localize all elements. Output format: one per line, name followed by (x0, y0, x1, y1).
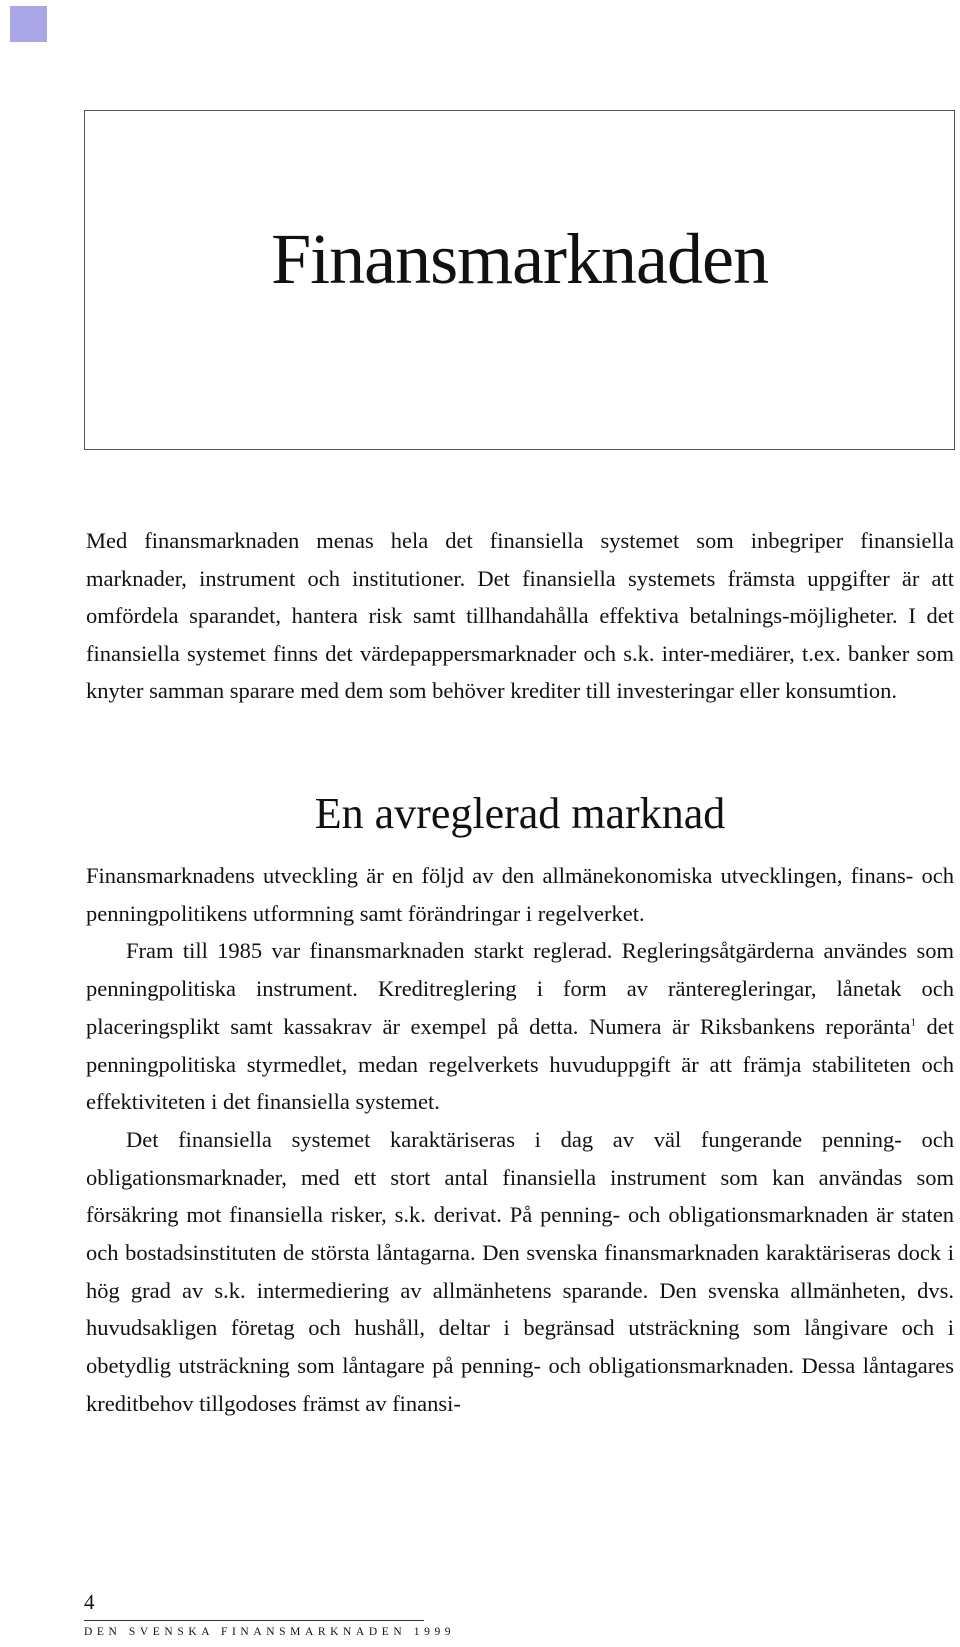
body-paragraph-3: Det finansiella systemet karaktäriseras i dag av väl fungerande penning- och obligationsmarknader, med ett stort antal finansiella instrument som kan användas som försäkring mot finansiella risker, s.k. derivat. På penning- och obligationsmarknaden är staten och bostadsinstituten de största låntagarna. Den svenska finansmarknaden karaktäriseras dock i hög grad av s.k. intermediering av allmänhetens sparande. Den svenska allmänheten, dvs. huvudsakligen företag och hushåll, deltar i begränsad utsträckning som långivare och i obetydlig utsträckning som låntagare på penning- och obligationsmarknaden. Dessa låntagares kreditbehov tillgodoses främst av finansi- (86, 1126, 954, 1416)
body-paragraph-2-text: Fram till 1985 var finansmarknaden starkt reglerad. Regleringsåtgärderna användes som penningpolitiska instrument. Kreditreglering i form av ränteregleringar, lånetak och placeringsplikt samt kassakrav är exempel på detta. Numera är Riksbankens reporänta (86, 938, 954, 1039)
title-box (84, 110, 955, 450)
section-body (86, 857, 954, 1423)
corner-color-marker (10, 6, 47, 42)
page-title: Finansmarknaden (271, 219, 768, 299)
footer-divider (84, 1620, 424, 1621)
footnote-reference[interactable]: 1 (910, 1016, 916, 1029)
body-paragraph-2 (86, 932, 954, 1121)
intro-paragraph: Med finansmarknaden menas hela det finansiella systemet som inbegriper finansiella marknader, instrument och institutioner. Det finansiella systemets främsta uppgifter är att omfördela sparandet, hantera risk samt tillhandahålla effektiva betalnings-möjligheter. I det finansiella systemet finns det värdepappersmarknader och s.k. inter-mediärer, t.ex. banker som knyter samman sparare med dem som behöver krediter till investeringar eller konsumtion. (86, 528, 954, 703)
running-footer-title: DEN SVENSKA FINANSMARKNADEN 1999 (84, 1626, 456, 1638)
body-paragraph-1: Finansmarknadens utveckling är en följd av den allmänekonomiska utvecklingen, finans- och penningpolitikens utformning samt förändringar i regelverket. (86, 863, 954, 926)
body-paragraph-2-text-continued: det penningpolitiska styrmedlet, medan regelverkets huvuduppgift är att främja stabiliteten och effektiviteten i det finansiella systemet. (86, 1013, 954, 1115)
section-heading: En avreglerad marknad (314, 789, 726, 838)
page-number: 4 (84, 1590, 95, 1614)
